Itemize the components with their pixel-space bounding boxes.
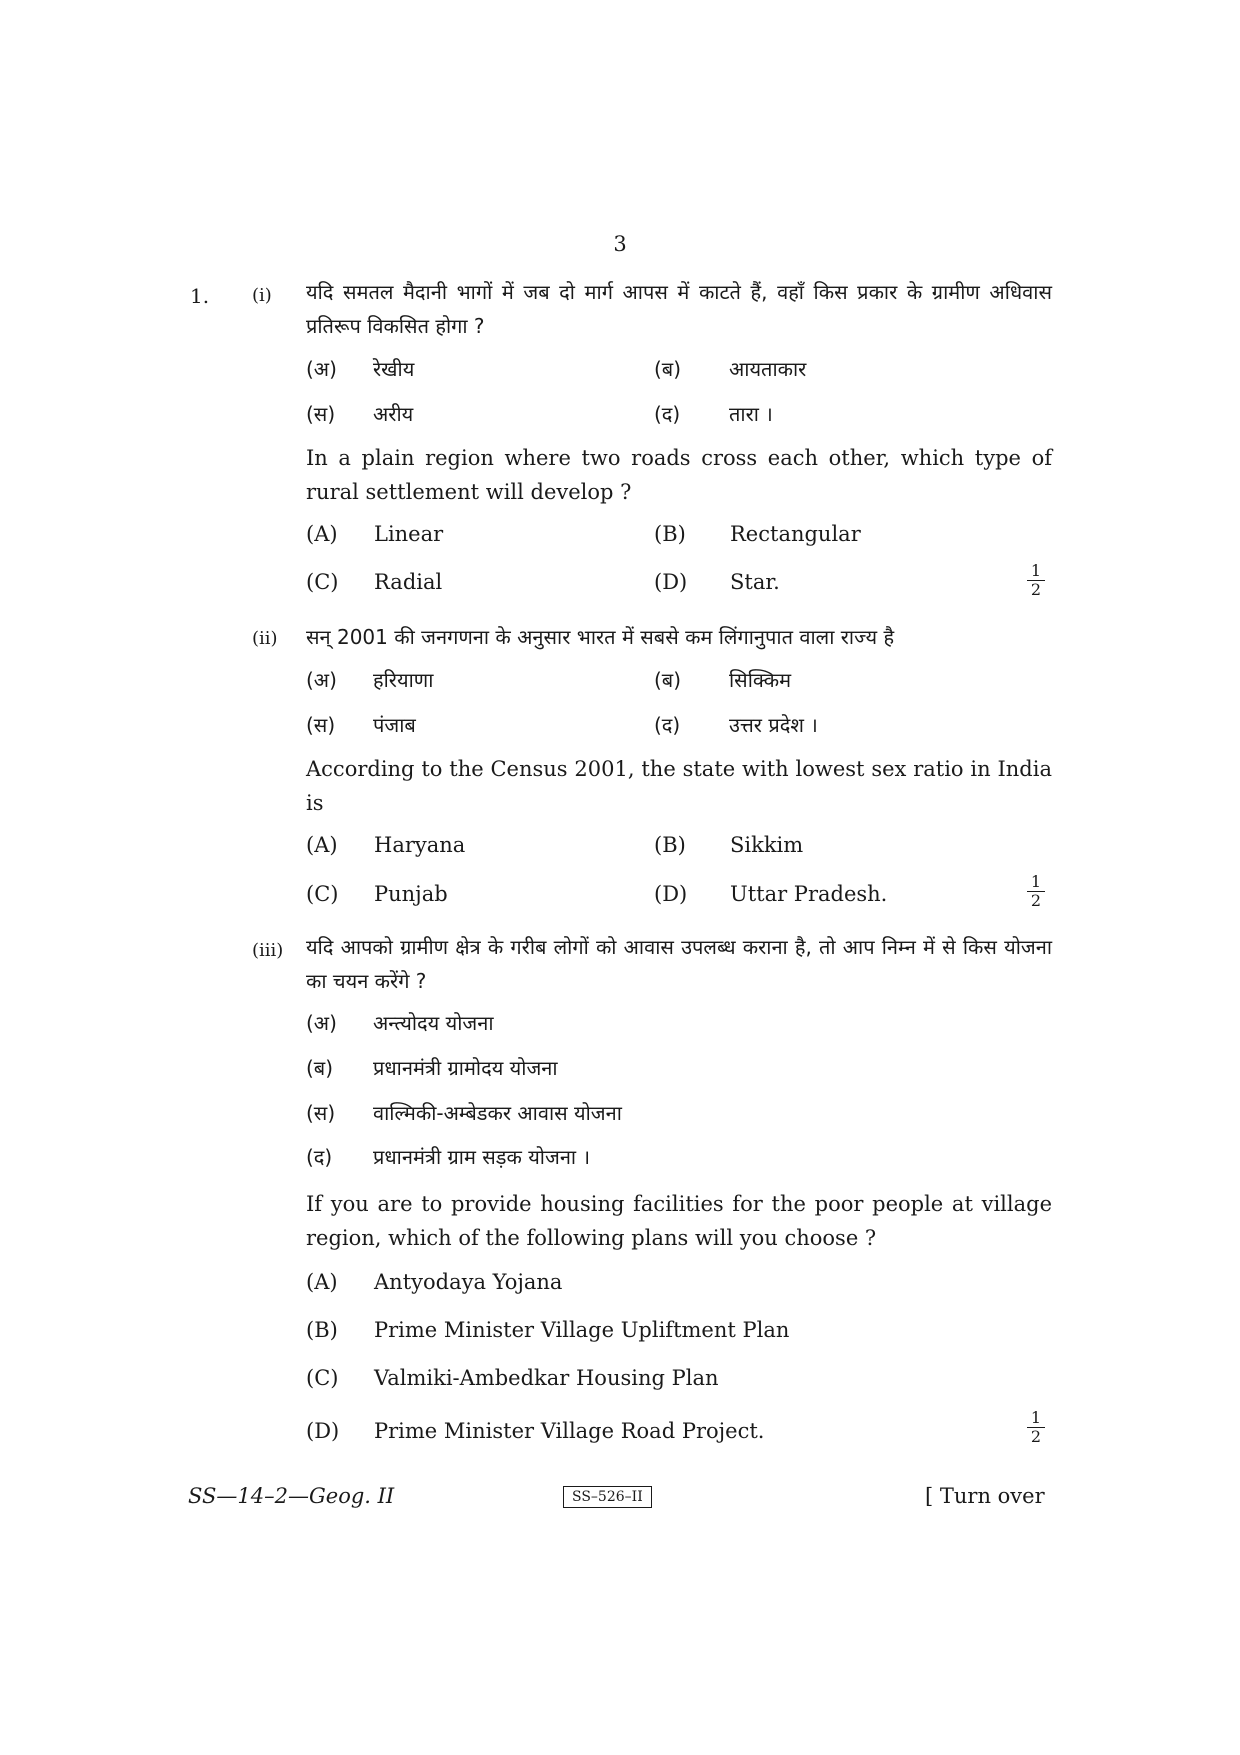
option-text: Antyodaya Yojana [374, 1270, 563, 1294]
option-label: (अ) [306, 357, 337, 381]
option-text: Linear [374, 522, 444, 546]
option-label: (A) [306, 1270, 338, 1294]
marks-numerator: 1 [1030, 872, 1042, 891]
marks-fraction [1024, 1410, 1048, 1445]
option-label: (अ) [306, 668, 337, 692]
question-text-english-ii: According to the Census 2001, the state with lowest sex ratio in India is [306, 757, 1052, 815]
page-number: 3 [613, 232, 627, 256]
option-text: वाल्मिकी-अम्बेडकर आवास योजना [373, 1101, 622, 1125]
option-label: (C) [306, 570, 339, 594]
option-text: Haryana [374, 833, 466, 857]
question-text-english-i: In a plain region where two roads cross each other, which type of rural settlement will develop ? [306, 446, 1052, 504]
marks-numerator: 1 [1030, 1408, 1042, 1427]
option-label: (B) [654, 833, 686, 857]
question-text-hindi-ii: सन् 2001 की जनगणना के अनुसार भारत में सबसे कम लिंगानुपात वाला राज्य है [306, 625, 895, 649]
option-label: (ब) [654, 357, 682, 381]
option-text: Punjab [374, 882, 448, 906]
marks-fraction [1024, 874, 1048, 909]
option-label: (D) [654, 570, 688, 594]
option-text: हरियाणा [373, 668, 434, 692]
footer-boxed-code: SS–526–II [563, 1486, 652, 1508]
marks-denominator: 2 [1030, 1427, 1042, 1446]
subquestion-label-i: (i) [252, 285, 272, 306]
option-text: Valmiki-Ambedkar Housing Plan [374, 1366, 719, 1390]
subquestion-label-iii: (iii) [252, 940, 284, 961]
option-label: (स) [306, 1101, 336, 1125]
marks-denominator: 2 [1030, 580, 1042, 599]
option-label: (D) [654, 882, 688, 906]
option-label: (C) [306, 1366, 339, 1390]
question-text-hindi-iii: यदि आपको ग्रामीण क्षेत्र के गरीब लोगों को आवास उपलब्ध कराना है, तो आप निम्न में से किस योजना का चयन करेंगे ? [306, 935, 1052, 993]
option-label: (ब) [654, 668, 682, 692]
option-text: आयताकार [729, 357, 807, 381]
option-text: तारा । [729, 402, 773, 426]
marks-denominator: 2 [1030, 891, 1042, 910]
option-label: (द) [306, 1145, 333, 1169]
option-text: अन्त्योदय योजना [373, 1011, 494, 1035]
option-label: (द) [654, 713, 681, 737]
option-label: (C) [306, 882, 339, 906]
option-text: उत्तर प्रदेश । [729, 713, 818, 737]
option-text: Star. [730, 570, 780, 594]
option-label: (A) [306, 833, 338, 857]
question-text-hindi-i: यदि समतल मैदानी भागों में जब दो मार्ग आपस में काटते हैं, वहाँ किस प्रकार के ग्रामीण अधिवास प्रतिरूप विकसित होगा ? [306, 280, 1052, 338]
option-label: (स) [306, 402, 336, 426]
option-label: (द) [654, 402, 681, 426]
marks-fraction [1024, 563, 1048, 598]
option-text: प्रधानमंत्री ग्रामोदय योजना [373, 1056, 558, 1080]
footer-turn-over: [ Turn over [925, 1484, 1045, 1508]
option-text: पंजाब [373, 713, 416, 737]
option-text: Prime Minister Village Upliftment Plan [374, 1318, 790, 1342]
option-text: Rectangular [730, 522, 861, 546]
option-text: Prime Minister Village Road Project. [374, 1419, 765, 1443]
option-text: रेखीय [373, 357, 415, 381]
marks-numerator: 1 [1030, 561, 1042, 580]
option-text: अरीय [373, 402, 414, 426]
option-text: Uttar Pradesh. [730, 882, 888, 906]
option-label: (B) [654, 522, 686, 546]
option-text: प्रधानमंत्री ग्राम सड़क योजना । [373, 1145, 591, 1169]
option-label: (स) [306, 713, 336, 737]
option-label: (A) [306, 522, 338, 546]
option-text: सिक्किम [729, 668, 792, 692]
question-number: 1. [190, 284, 210, 308]
option-text: Radial [374, 570, 443, 594]
option-text: Sikkim [730, 833, 804, 857]
question-text-english-iii: If you are to provide housing facilities for the poor people at village region, which of the following plans will you choose ? [306, 1192, 1052, 1250]
footer-paper-code: SS—14–2—Geog. II [188, 1484, 395, 1508]
option-label: (B) [306, 1318, 338, 1342]
option-label: (ब) [306, 1056, 334, 1080]
subquestion-label-ii: (ii) [252, 628, 278, 649]
option-label: (अ) [306, 1011, 337, 1035]
option-label: (D) [306, 1419, 340, 1443]
